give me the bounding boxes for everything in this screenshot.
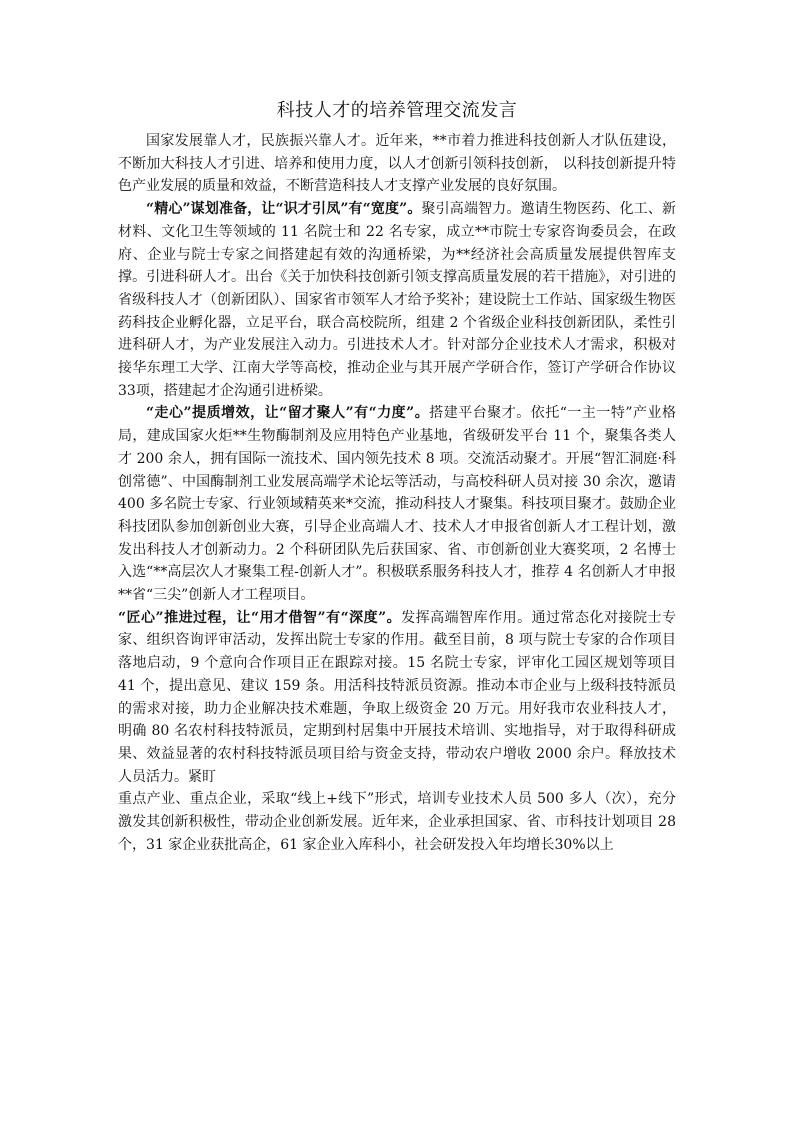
paragraph-text: 聚引高端智力。邀请生物医药、化工、新材料、文化卫生等领域的 11 名院士和 22 名专家，成立**市院士专家咨询委员会，在政府、企业与院士专家之间搭建起有效的沟通桥梁，为**经济社会高质量发展提供智库支撑。引进科研人才。出台《关于加快科技创新引领支撑高质量发展的若干措施》，对引进的省级科技人才（创新团队）、国家省市领军人才给予奖补；建设院士工作站、国家级生物医药科技企业孵化器，立足平台，联合高校院所，组建 2 个省级企业科技创新团队，柔性引进科研人才，为产业发展注入动力。引进技术人才。针对部分企业技术人才需求，积极对接华东理工大学、江南大学等高校，推动企业与其开展产学研合作，签订产学研合作协议33项，搭建起才企沟通引进桥梁。: [118, 201, 676, 399]
paragraph-section-1: [118, 198, 676, 402]
document-body: [118, 130, 676, 857]
paragraph-continuation: [118, 788, 676, 856]
document-title: 科技人才的培养管理交流发言: [276, 100, 518, 121]
section-heading: “匠心”推进过程，让“用才借智”有“深度”。: [118, 609, 402, 626]
paragraph-section-2: [118, 402, 676, 606]
paragraph-text: 国家发展靠人才，民族振兴靠人才。近年来，**市着力推进科技创新人才队伍建设，不断加大科技人才引进、培养和使用力度，以人才创新引领科技创新， 以科技创新提升特色产业发展的质量和效益，不断营造科技人才支撑产业发展的良好氛围。: [118, 133, 676, 195]
paragraph-text: 搭建平台聚才。依托“一主一特”产业格局，建成国家火炬**生物酶制剂及应用特色产业基地，省级研发平台 11 个，聚集各类人才 200 余人，拥有国际一流技术、国内领先技术 8 项。交流活动聚才。开展“智汇洞庭·科创常德”、中国酶制剂工业发展高端学术论坛等活动，与高校科研人员对接 30 余次，邀请 400 多名院士专家、行业领域精英来*交流，推动科技人才聚集。科技项目聚才。鼓励企业科技团队参加创新创业大赛，引导企业高端人才、技术人才申报省创新人才工程计划，激发出科技人才创新动力。2 个科研团队先后获国家、省、市创新创业大赛奖项，2 名博士入选“**高层次人才聚集工程-创新人才”。积极联系服务科技人才，推荐 4 名创新人才申报**省“三尖”创新人才工程项目。: [118, 405, 676, 604]
section-heading: “精心”谋划准备，让“识才引凤”有“宽度”。: [146, 201, 422, 218]
section-heading: “走心”提质增效，让“留才聚人”有“力度”。: [146, 405, 430, 422]
paragraph-intro: [118, 130, 676, 198]
paragraph-text: 发挥高端智库作用。通过常态化对接院士专家、组织咨询评审活动，发挥出院士专家的作用。截至目前，8 项与院士专家的合作项目落地启动，9 个意向合作项目正在跟踪对接。15 名院士专家，评审化工园区规划等项目 41 个，提出意见、建议 159 条。用活科技特派员资源。推动本市企业与上级科技特派员的需求对接，助力企业解决技术难题，争取上级资金 20 万元。用好我市农业科技人才，明确 80 名农村科技特派员，定期到村居集中开展技术培训、实地指导，对于取得科研成果、效益显著的农村科技特派员项目给与资金支持，带动农户增收 2000 余户。释放技术人员活力。紧盯: [118, 609, 676, 785]
paragraph-text: 重点产业、重点企业，采取“线上+线下”形式，培训专业技术人员 500 多人（次），充分激发其创新积极性，带动企业创新发展。近年来，企业承担国家、省、市科技计划项目 28 个，31 家企业获批高企，61 家企业入库科小，社会研发投入年均增长30%以上: [118, 791, 676, 853]
paragraph-section-3: [118, 607, 676, 789]
